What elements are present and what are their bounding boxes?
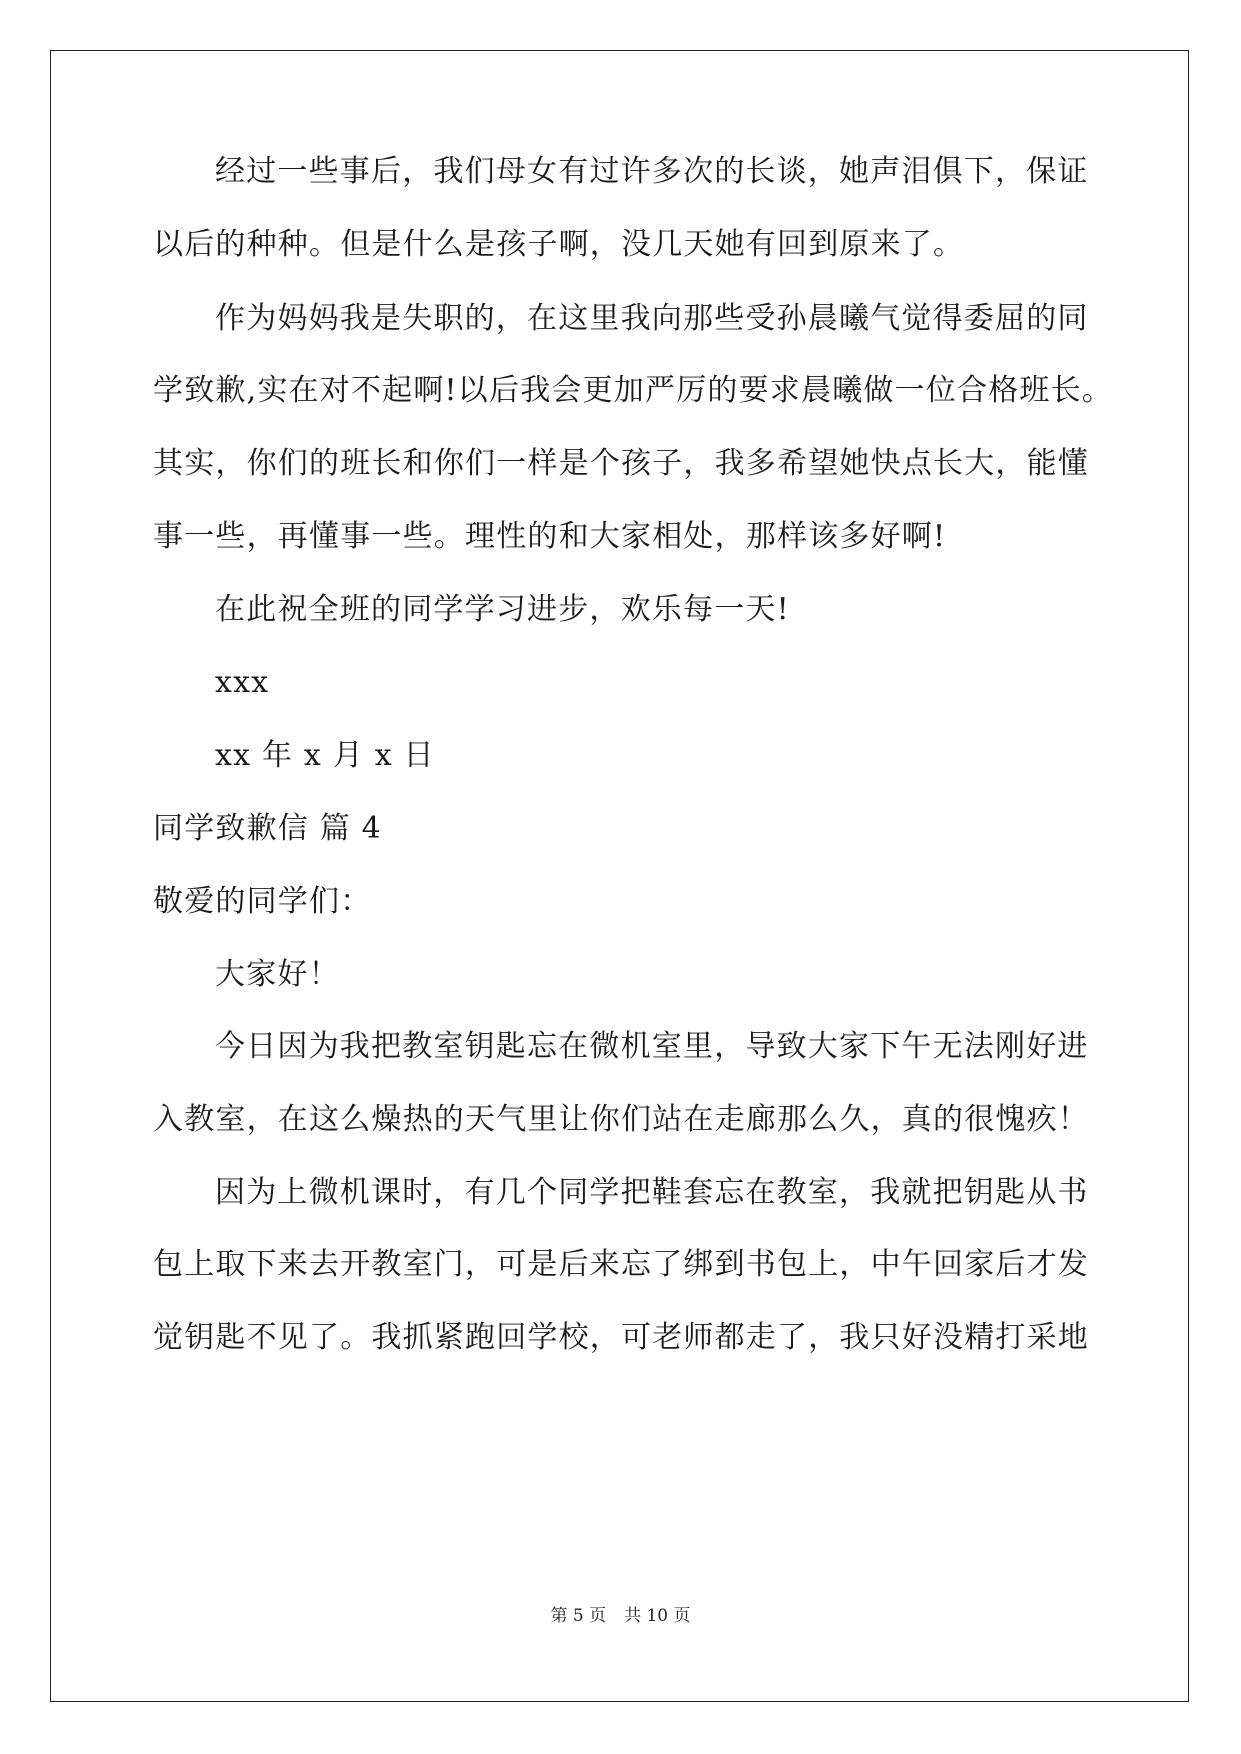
page-number: 第 5 页 [550, 1606, 607, 1626]
paragraph-line: 觉钥匙不见了。我抓紧跑回学校，可老师都走了，我只好没精打采地 [153, 1320, 1089, 1355]
paragraph-line: 作为妈妈我是失职的，在这里我向那些受孙晨曦气觉得委屈的同 [215, 301, 1089, 336]
date-line: xx 年 x 月 x 日 [215, 738, 435, 773]
page-border [50, 50, 1189, 1702]
page-footer [0, 1604, 1241, 1628]
page-total: 共 10 页 [624, 1606, 691, 1626]
paragraph-line: 包上取下来去开教室门，可是后来忘了绑到书包上，中午回家后才发 [153, 1247, 1089, 1282]
paragraph-line: 事一些，再懂事一些。理性的和大家相处，那样该多好啊! [153, 519, 947, 554]
greeting: 大家好！ [215, 957, 340, 992]
salutation: 敬爱的同学们： [153, 884, 372, 919]
paragraph-line: 经过一些事后，我们母女有过许多次的长谈，她声泪俱下，保证 [215, 154, 1089, 189]
signature: xxx [215, 665, 270, 700]
section-title: 同学致歉信 篇 4 [153, 811, 382, 846]
paragraph-line: 以后的种种。但是什么是孩子啊，没几天她有回到原来了。 [153, 227, 965, 262]
paragraph-line: 因为上微机课时，有几个同学把鞋套忘在教室，我就把钥匙从书 [215, 1175, 1089, 1210]
paragraph-line: 学致歉,实在对不起啊!以后我会更加严厉的要求晨曦做一位合格班长。 [153, 373, 1113, 408]
paragraph-line: 今日因为我把教室钥匙忘在微机室里，导致大家下午无法刚好进 [215, 1029, 1089, 1064]
paragraph-line: 在此祝全班的同学学习进步，欢乐每一天! [215, 592, 790, 627]
paragraph-line: 入教室，在这么燥热的天气里让你们站在走廊那么久，真的很愧疚！ [153, 1102, 1089, 1137]
paragraph-line: 其实，你们的班长和你们一样是个孩子，我多希望她快点长大，能懂 [153, 446, 1089, 481]
